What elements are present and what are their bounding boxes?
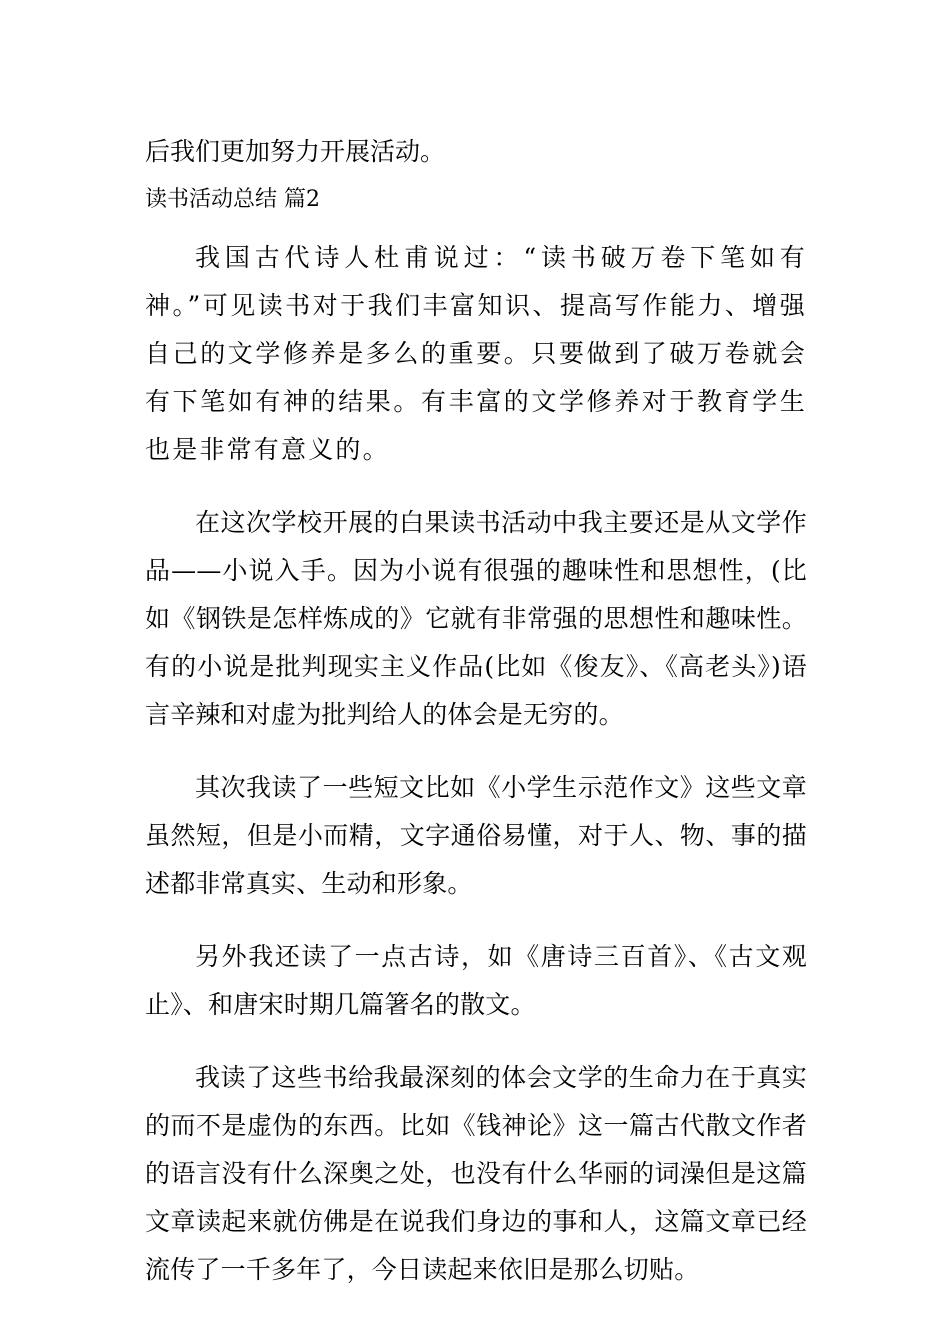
continued-line: 后我们更加努力开展活动。 — [145, 137, 446, 166]
document-page — [145, 128, 807, 1319]
section-heading: 读书活动总结 篇2 — [145, 187, 320, 212]
paragraph-1: 我国古代诗人杜甫说过：“读书破万卷下笔如有神。”可见读书对于我们丰富知识、提高写作能力、增强自己的文学修养是多么的重要。只要做到了破万卷就会有下笔如有神的结果。有丰富的文学修养对于教育学生也是非常有意义的。 — [145, 243, 807, 464]
paragraph-2: 在这次学校开展的白果读书活动中我主要还是从文学作品——小说入手。因为小说有很强的趣味性和思想性，(比如《钢铁是怎样炼成的》它就有非常强的思想性和趣味性。有的小说是批判现实主义作品(比如《俊友》、《高老头》)语言辛辣和对虚为批判给人的体会是无穷的。 — [145, 508, 807, 729]
paragraph-3: 其次我读了一些短文比如《小学生示范作文》这些文章虽然短，但是小而精，文字通俗易懂，对于人、物、事的描述都非常真实、生动和形象。 — [145, 773, 807, 898]
paragraph-5: 我读了这些书给我最深刻的体会文学的生命力在于真实的而不是虚伪的东西。比如《钱神论》这一篇古代散文作者的语言没有什么深奥之处，也没有什么华丽的词澡但是这篇文章读起来就仿佛是在说我们身边的事和人，这篇文章已经流传了一千多年了，今日读起来依旧是那么切贴。 — [145, 1063, 807, 1284]
paragraph-4: 另外我还读了一点古诗，如《唐诗三百首》、《古文观止》、和唐宋时期几篇箸名的散文。 — [145, 942, 807, 1019]
